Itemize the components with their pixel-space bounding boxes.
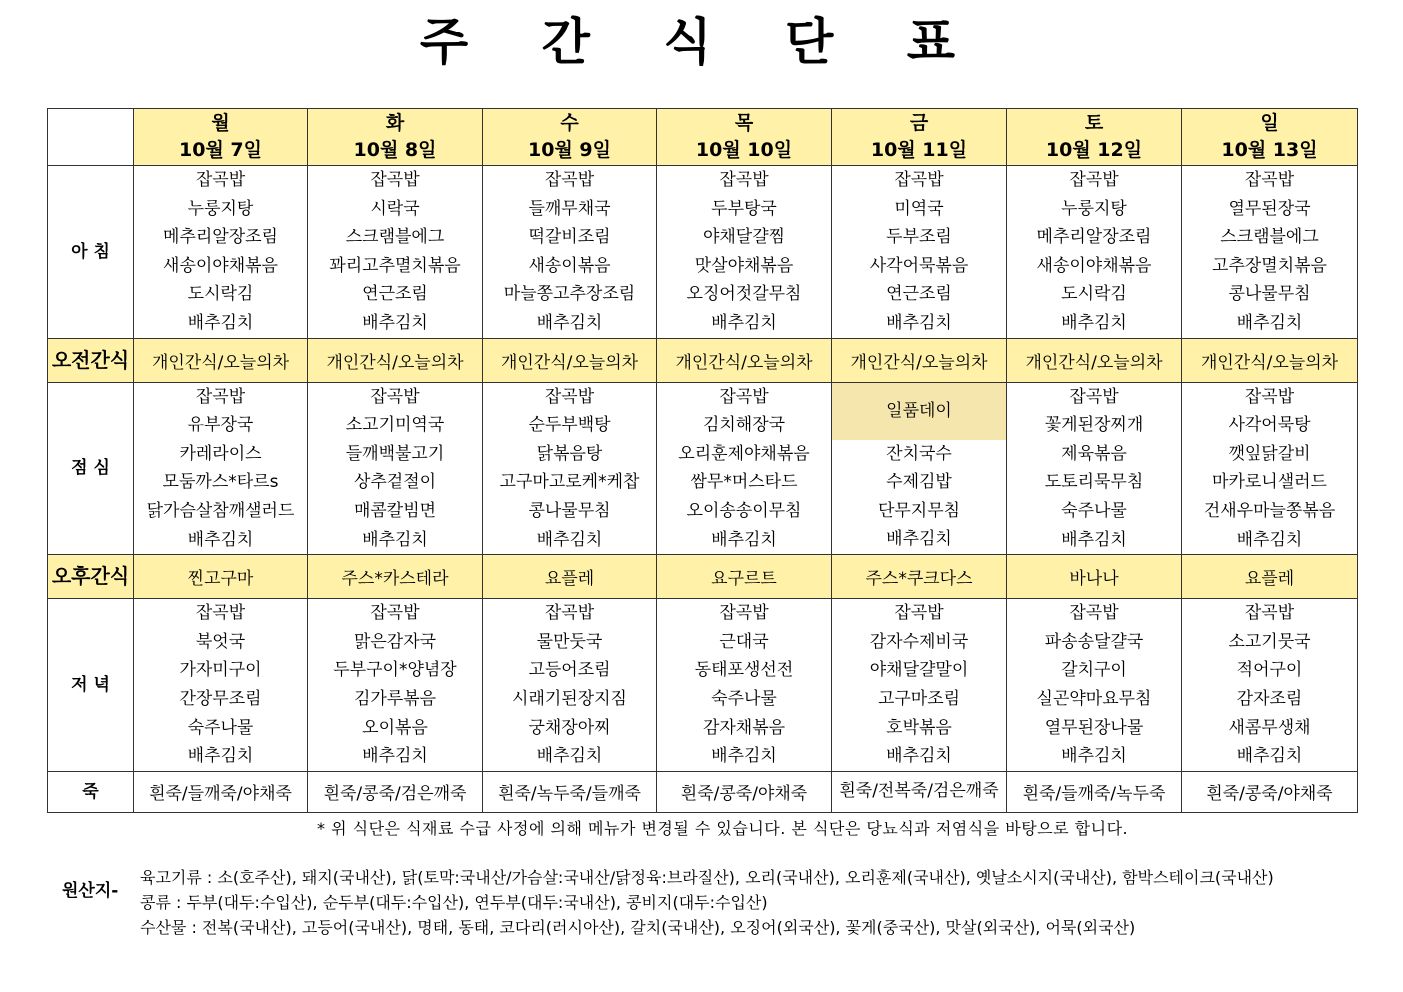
am-snack-label: 오전간식 — [48, 338, 134, 382]
dinner-cell: 잡곡밥 물만둣국 고등어조림 시래기된장지짐 궁채장아찌 배추김치 — [483, 599, 657, 772]
day-header: 목 10월 10일 — [657, 109, 832, 166]
porridge-cell: 흰죽/콩죽/야채죽 — [657, 771, 832, 812]
am-snack-cell: 개인간식/오늘의차 — [1182, 338, 1358, 382]
menu-change-notice: * 위 식단은 식재료 수급 사정에 의해 메뉴가 변경될 수 있습니다. 본 식단은 당뇨식과 저염식을 바탕으로 합니다. — [317, 819, 1129, 838]
day-header: 수 10월 9일 — [483, 109, 657, 166]
origin-info — [140, 868, 1355, 943]
breakfast-cell: 잡곡밥 미역국 두부조림 사각어묵볶음 연근조림 배추김치 — [832, 166, 1007, 339]
porridge-cell: 흰죽/콩죽/야채죽 — [1182, 771, 1358, 812]
origin-beans: 콩류 : 두부(대두:수입산), 순두부(대두:수입산), 연두부(대두:국내산), 콩비지(대두:수입산) — [140, 893, 768, 912]
origin-label: 원산지- — [62, 881, 119, 901]
pm-snack-row — [48, 555, 1358, 599]
weekly-menu-table — [47, 108, 1358, 813]
day-header: 월 10월 7일 — [134, 109, 308, 166]
porridge-cell: 흰죽/들깨죽/야채죽 — [134, 771, 308, 812]
breakfast-cell: 잡곡밥 누룽지탕 메추리알장조림 새송이야채볶음 도시락김 배추김치 — [1007, 166, 1182, 339]
lunch-cell: 잡곡밥 사각어묵탕 깻잎닭갈비 마카로니샐러드 건새우마늘쫑볶음 배추김치 — [1182, 382, 1358, 555]
breakfast-cell: 잡곡밥 두부탕국 야채달걀찜 맛살야채볶음 오징어젓갈무침 배추김치 — [657, 166, 832, 339]
pm-snack-cell: 요구르트 — [657, 555, 832, 599]
page-title: 주 간 식 단 표 — [419, 13, 984, 71]
porridge-label: 죽 — [48, 771, 134, 812]
lunch-cell: 잡곡밥 순두부백탕 닭볶음탕 고구마고로케*케찹 콩나물무침 배추김치 — [483, 382, 657, 555]
pm-snack-cell: 주스*쿠크다스 — [832, 555, 1007, 599]
breakfast-row — [48, 166, 1358, 339]
origin-seafood: 수산물 : 전복(국내산), 고등어(국내산), 명태, 동태, 코다리(러시아산), 갈치(국내산), 오징어(외국산), 꽃게(중국산), 맛살(외국산), 어묵(외국산) — [140, 918, 1136, 937]
porridge-cell: 흰죽/전복죽/검은깨죽 — [832, 771, 1007, 812]
pm-snack-cell: 바나나 — [1007, 555, 1182, 599]
corner-cell — [48, 109, 134, 166]
am-snack-cell: 개인간식/오늘의차 — [308, 338, 483, 382]
am-snack-cell: 개인간식/오늘의차 — [657, 338, 832, 382]
pm-snack-cell: 찐고구마 — [134, 555, 308, 599]
dinner-cell: 잡곡밥 근대국 동태포생선전 숙주나물 감자채볶음 배추김치 — [657, 599, 832, 772]
day-header: 일 10월 13일 — [1182, 109, 1358, 166]
pm-snack-cell: 주스*카스테라 — [308, 555, 483, 599]
porridge-cell: 흰죽/콩죽/검은깨죽 — [308, 771, 483, 812]
dinner-cell: 잡곡밥 소고기뭇국 적어구이 감자조림 새콤무생채 배추김치 — [1182, 599, 1358, 772]
day-header: 화 10월 8일 — [308, 109, 483, 166]
day-header-row — [48, 109, 1358, 166]
breakfast-label: 아 침 — [48, 166, 134, 339]
am-snack-row — [48, 338, 1358, 382]
origin-meat: 육고기류 : 소(호주산), 돼지(국내산), 닭(토막:국내산/가슴살:국내산/닭정육:브라질산), 오리(국내산), 오리훈제(국내산), 옛날소시지(국내산), 함박스테이크(국내산) — [140, 868, 1274, 887]
breakfast-cell: 잡곡밥 시락국 스크램블에그 꽈리고추멸치볶음 연근조림 배추김치 — [308, 166, 483, 339]
pm-snack-cell: 요플레 — [1182, 555, 1358, 599]
breakfast-cell: 잡곡밥 열무된장국 스크램블에그 고추장멸치볶음 콩나물무침 배추김치 — [1182, 166, 1358, 339]
dinner-cell: 잡곡밥 파송송달걀국 갈치구이 실곤약마요무침 열무된장나물 배추김치 — [1007, 599, 1182, 772]
porridge-cell: 흰죽/들깨죽/녹두죽 — [1007, 771, 1182, 812]
breakfast-cell: 잡곡밥 누룽지탕 메추리알장조림 새송이야채볶음 도시락김 배추김치 — [134, 166, 308, 339]
pm-snack-label: 오후간식 — [48, 555, 134, 599]
lunch-cell: 잡곡밥 김치해장국 오리훈제야채볶음 쌈무*머스타드 오이송송이무침 배추김치 — [657, 382, 832, 555]
lunch-cell: 잡곡밥 소고기미역국 들깨백불고기 상추겉절이 매콤칼빔면 배추김치 — [308, 382, 483, 555]
porridge-row — [48, 771, 1358, 812]
dinner-cell: 잡곡밥 북엇국 가자미구이 간장무조림 숙주나물 배추김치 — [134, 599, 308, 772]
porridge-cell: 흰죽/녹두죽/들깨죽 — [483, 771, 657, 812]
am-snack-cell: 개인간식/오늘의차 — [134, 338, 308, 382]
breakfast-cell: 잡곡밥 들깨무채국 떡갈비조림 새송이볶음 마늘쫑고추장조림 배추김치 — [483, 166, 657, 339]
lunch-label: 점 심 — [48, 382, 134, 555]
lunch-cell: 일품데이 잔치국수 수제김밥 단무지무침 배추김치 — [832, 382, 1007, 555]
day-header: 금 10월 11일 — [832, 109, 1007, 166]
dinner-row — [48, 599, 1358, 772]
lunch-row — [48, 382, 1358, 555]
dinner-cell: 잡곡밥 맑은감자국 두부구이*양념장 김가루볶음 오이볶음 배추김치 — [308, 599, 483, 772]
dinner-cell: 잡곡밥 감자수제비국 야채달걀말이 고구마조림 호박볶음 배추김치 — [832, 599, 1007, 772]
am-snack-cell: 개인간식/오늘의차 — [832, 338, 1007, 382]
dinner-label: 저 녁 — [48, 599, 134, 772]
special-day-badge: 일품데이 — [832, 383, 1006, 440]
am-snack-cell: 개인간식/오늘의차 — [483, 338, 657, 382]
pm-snack-cell: 요플레 — [483, 555, 657, 599]
lunch-cell: 잡곡밥 꽃게된장찌개 제육볶음 도토리묵무침 숙주나물 배추김치 — [1007, 382, 1182, 555]
day-header: 토 10월 12일 — [1007, 109, 1182, 166]
am-snack-cell: 개인간식/오늘의차 — [1007, 338, 1182, 382]
lunch-cell: 잡곡밥 유부장국 카레라이스 모둠까스*타르s 닭가슴살참깨샐러드 배추김치 — [134, 382, 308, 555]
